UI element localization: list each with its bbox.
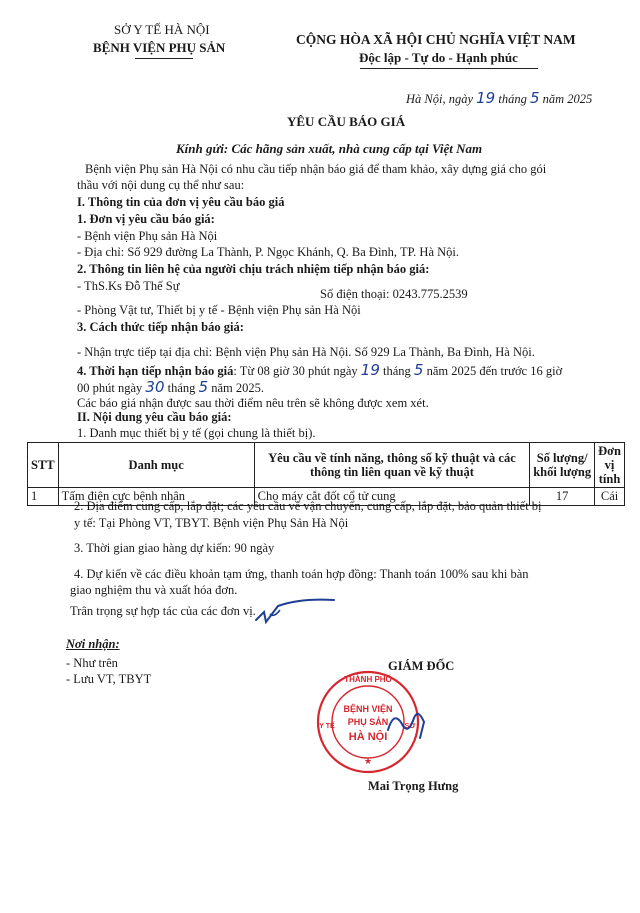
s4-day2: 30: [145, 378, 165, 396]
ministry-name: SỞ Y TẾ HÀ NỘI: [114, 22, 210, 37]
cell-stt: 1: [28, 488, 59, 506]
stamp-line-1: BỆNH VIỆN: [343, 704, 393, 714]
point4-line1: 4. Dự kiến về các điều khoản tạm ứng, thanh toán hợp đồng: Thanh toán 100% sau khi bàn: [74, 567, 529, 581]
s4-month2: 5: [198, 378, 209, 396]
date-month-label: tháng: [498, 92, 527, 106]
recipients-heading: Nơi nhận:: [66, 637, 120, 651]
point4-line2: giao nghiệm thu và xuất hóa đơn.: [70, 583, 238, 597]
recipient-item: - Như trên: [66, 656, 118, 670]
s2-heading: 2. Thông tin liên hệ của người chịu trách nhiệm tiếp nhận báo giá:: [77, 262, 430, 276]
initial-signature-mark: [250, 590, 340, 630]
stamp-star-icon: ★: [363, 757, 373, 767]
col-item: Danh mục: [58, 443, 254, 488]
date-day: 19: [476, 89, 496, 107]
cell-spec: Cho máy cắt đốt cổ tử cung: [254, 488, 530, 506]
s4-text-d: 00 phút ngày: [77, 381, 143, 395]
s4-month1: 5: [413, 361, 424, 379]
signer-name: Mai Trọng Hưng: [368, 779, 459, 793]
col-qty-line2: khối lượng: [533, 465, 592, 479]
point2-line2: y tế: Tại Phòng VT, TBYT. Bệnh viện Phụ Sản Hà Nội: [74, 516, 349, 530]
late-note: Các báo giá nhận được sau thời điểm nêu trên sẽ không được xem xét.: [77, 396, 429, 410]
s2-phone: Số điện thoại: 0243.775.2539: [320, 287, 468, 301]
s4-day1: 19: [360, 361, 380, 379]
cell-item: Tấm điện cực bệnh nhân: [58, 488, 254, 506]
s4-text-e: tháng: [167, 381, 196, 395]
date-month: 5: [529, 89, 540, 107]
document-title: YÊU CẦU BÁO GIÁ: [287, 114, 406, 129]
s3-text: - Nhận trực tiếp tại địa chỉ: Bệnh viện Phụ sản Hà Nội. Số 929 La Thành, Ba Đình, Hà Nội.: [77, 345, 535, 359]
col-unit: [595, 443, 625, 488]
recipient-item: - Lưu VT, TBYT: [66, 672, 152, 686]
section1-heading: I. Thông tin của đơn vị yêu cầu báo giá: [77, 195, 285, 209]
col-unit-line1: Đơn vị: [598, 444, 621, 472]
recipient-line: Kính gửi: Các hãng sản xuất, nhà cung cấp tại Việt Nam: [176, 141, 483, 156]
col-spec: [254, 443, 530, 488]
date-place: Hà Nội, ngày: [406, 92, 474, 106]
s4-heading: 4. Thời hạn tiếp nhận báo giá: [77, 364, 234, 378]
point2-line1: 2. Địa điểm cung cấp, lắp đặt; các yêu cầu về vận chuyển, cung cấp, lắp đặt, bảo quản thiết bị: [74, 499, 542, 513]
cell-unit: Cái: [595, 488, 625, 506]
s4-text-b: tháng: [383, 364, 411, 378]
s4-text-a: : Từ 08 giờ 30 phút ngày: [233, 364, 358, 378]
stamp-text-right: SỞ: [404, 723, 416, 730]
date-year: năm 2025: [542, 92, 593, 106]
hospital-underline: [135, 58, 193, 59]
s4-text-f: năm 2025.: [211, 381, 264, 395]
s4-line-2: [77, 378, 264, 396]
s3-heading: 3. Cách thức tiếp nhận báo giá:: [77, 320, 244, 334]
stamp-line-2: PHỤ SẢN: [347, 717, 389, 727]
col-spec-line2: thông tin liên quan về kỹ thuật: [309, 465, 474, 479]
s2-person: - ThS.Ks Đỗ Thế Sự: [77, 279, 180, 293]
col-stt: STT: [28, 443, 59, 488]
signer-title: GIÁM ĐỐC: [388, 659, 455, 673]
s4-line-1: [77, 361, 562, 379]
stamp-text-left: Y TẾ: [319, 723, 335, 730]
s2-department: - Phòng Vật tư, Thiết bị y tế - Bệnh viện Phụ sản Hà Nội: [77, 303, 361, 317]
director-signature: [380, 700, 440, 750]
s1-address: - Địa chỉ: Số 929 đường La Thành, P. Ngọc Khánh, Q. Ba Đình, TP. Hà Nội.: [77, 245, 459, 259]
col-qty-line1: Số lượng/: [536, 451, 588, 465]
table-header-row: [28, 443, 625, 488]
document-date: [406, 89, 592, 107]
intro-line-1: Bệnh viện Phụ sản Hà Nội có nhu cầu tiếp nhận báo giá để tham khảo, xây dựng giá cho gói: [85, 162, 547, 176]
national-motto: Độc lập - Tự do - Hạnh phúc: [359, 50, 518, 65]
intro-line-2: thầu với nội dung cụ thể như sau:: [77, 178, 245, 192]
s1-heading: 1. Đơn vị yêu cầu báo giá:: [77, 212, 215, 226]
s1-name: - Bệnh viện Phụ sản Hà Nội: [77, 229, 218, 243]
cell-qty: 17: [530, 488, 595, 506]
closing-line: Trân trọng sự hợp tác của các đơn vị.: [70, 604, 256, 618]
section2-heading: II. Nội dung yêu cầu báo giá:: [77, 410, 232, 424]
nation-title: CỘNG HÒA XÃ HỘI CHỦ NGHĨA VIỆT NAM: [296, 32, 576, 47]
col-spec-line1: Yêu cầu về tính năng, thông số kỹ thuật và các: [268, 451, 516, 465]
point3: 3. Thời gian giao hàng dự kiến: 90 ngày: [74, 541, 275, 555]
stamp-text-top: THÀNH PHỐ: [344, 675, 392, 684]
motto-underline: [360, 68, 538, 69]
list-intro: 1. Danh mục thiết bị y tế (gọi chung là thiết bị).: [77, 426, 316, 440]
s4-text-c: năm 2025 đến trước 16 giờ: [426, 364, 563, 378]
stamp-line-3: HÀ NỘI: [348, 731, 388, 743]
hospital-name: BỆNH VIỆN PHỤ SẢN: [93, 40, 226, 55]
equipment-table: [27, 442, 625, 506]
col-unit-line2: tính: [598, 472, 621, 486]
col-qty: [530, 443, 595, 488]
